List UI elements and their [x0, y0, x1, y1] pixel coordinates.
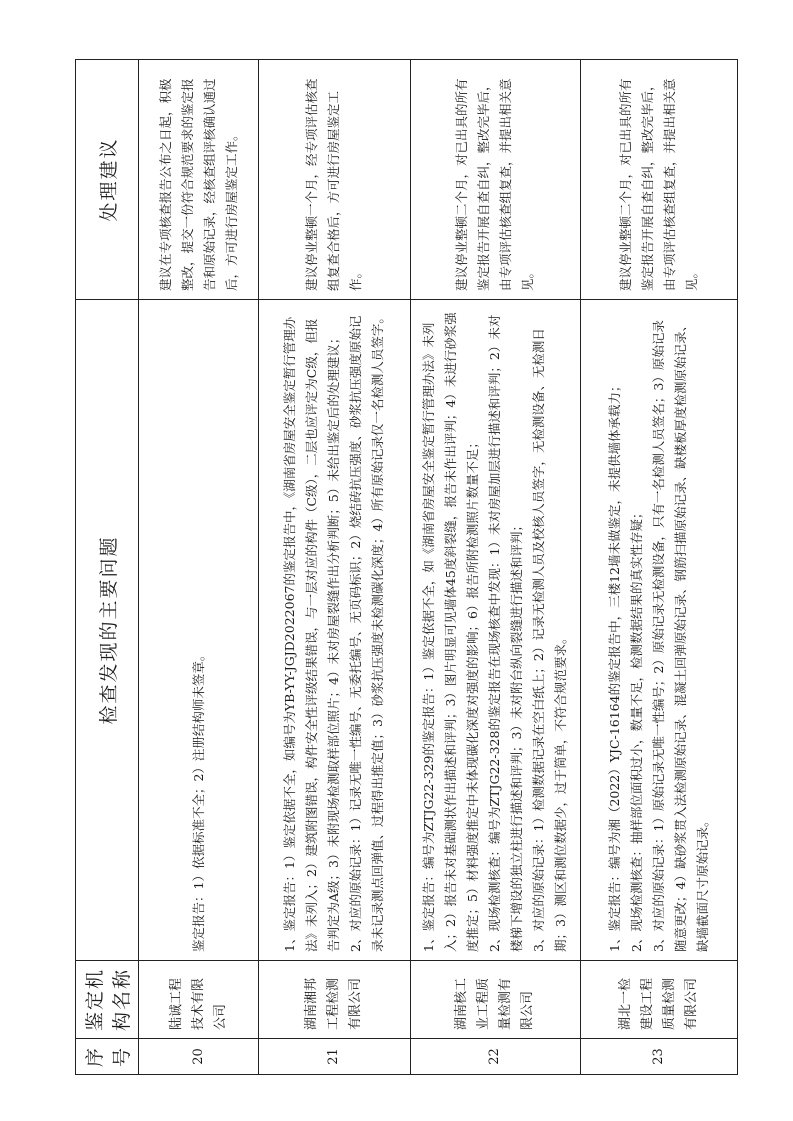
row-organization: 湖南湘邦工程检测有限公司 — [259, 961, 411, 1039]
inspection-table — [75, 59, 738, 1075]
row-advice: 建议停业整顿二个月，对已出具的所有鉴定报告开展自查自纠，整改完毕后，由专项评估核查组复查，并提出相关意见。 — [581, 60, 738, 300]
problem-item: 1、鉴定报告：1）鉴定依据不全，如编号为YB-YY-JGJD2022067的鉴定报告中，《湖南省房屋安全鉴定暂行管理办法》未列入；2）建筑附图错误，构件安全性评级结果错误，与一层对应的构件（C级），二层也应评定为C级，但报告判定为A级；3）未附现场检测取样部位照片；4）未对房屋裂缝作出分析判断；5）未给出鉴定后的处理建议； — [282, 316, 342, 952]
header-problems: 检查发现的主要问题 — [76, 300, 139, 961]
table-row — [581, 60, 738, 1075]
row-organization: 湖北一检建设工程质量检测有限公司 — [581, 961, 738, 1039]
problem-item: 2、现场检测核查：抽样部位面积过小，数量不足，检测数据结果的真实性存疑； — [629, 506, 645, 952]
header-organization: 鉴定机构名称 — [76, 961, 139, 1039]
table-row — [410, 60, 580, 1075]
row-problems — [259, 300, 411, 961]
problem-item: 1、鉴定报告：编号为湘（2022）YJC-16164的鉴定报告中，三楼12墙未做鉴定，未提供墙体承载力； — [607, 379, 623, 952]
problem-item: 鉴定报告：1）依据标准不全；2）注册结构师未签章。 — [190, 648, 206, 952]
row-advice: 建议停业整顿一个月，经专项评估核查组复查合格后，方可进行房屋鉴定工作。 — [259, 60, 411, 300]
row-serial-no: 22 — [410, 1039, 580, 1075]
problem-item: 3、对应的原始记录：1）原始记录无唯一性编号；2）原始记录无检测设备，只有一名检测人员签名；3）原始记录随意更改；4）缺砂浆贯入法检测原始记录、混凝土回弹原始记录、钢筋扫描原始记录、缺楼板厚度检测原始记录、缺墙截面尺寸原始记录。 — [651, 319, 711, 952]
row-organization: 湖南核工业工程质量检测有限公司 — [410, 961, 580, 1039]
row-advice: 建议在专项核查报告公布之日起，积极整改，提交一份符合规范要求的鉴定报告和原始记录，经核查组评核确认通过后，方可进行房屋鉴定工作。 — [139, 60, 259, 300]
table-header-row — [76, 60, 139, 1075]
problem-item: 1、鉴定报告：编号为ZTJG22-329的鉴定报告：1）鉴定依据不全，如《湖南省房屋安全鉴定暂行管理办法》未列入；2）报告未对基础测状作出描述和评判；3）图片明显可见墙体45度斜裂缝，报告未作出评判；4）未进行砂浆强度推定；5）材料强度推定中未体现碳化深度对强度的影响；6）报告所附检测照片数量不足； — [421, 312, 481, 952]
problem-item: 3、对应的原始记录：1）检测数据记录在空白纸上；2）记录无检测人员及校核人员签字，无检测设备、无检测日期；3）测区和测位数据少，过于简单，不符合规范要求。 — [531, 328, 569, 952]
table-row — [139, 60, 259, 1075]
header-serial-no: 序号 — [76, 1039, 139, 1075]
problem-item: 2、现场检测核查：编号为ZTJG22-328的鉴定报告在现场核查中发现：1）未对房屋加层进行描述和评判；2）未对楼梯下增设的独立柱进行描述和评判；3）未对附台纵向裂缝进行描述和评判； — [487, 314, 525, 952]
document-sheet — [75, 60, 738, 1075]
row-advice: 建议停业整顿二个月，对已出具的所有鉴定报告开展自查自纠，整改完毕后，由专项评估核查组复查，并提出相关意见。 — [410, 60, 580, 300]
header-advice: 处理建议 — [76, 60, 139, 300]
row-problems — [139, 300, 259, 961]
row-problems — [410, 300, 580, 961]
problem-item: 2、对应的原始记录：1）记录无唯一性编号、无委托编号、无页码标识；2）烧结砖抗压强度、砂浆抗压强度原始记录未记录测点回弹值、过程得出推定值；3）砂浆抗压强度未检测碳化深度；4）所有原始记录仅一名检测人员签字。 — [348, 311, 386, 952]
row-organization: 陆诚工程技术有限公司 — [139, 961, 259, 1039]
row-problems — [581, 300, 738, 961]
row-serial-no: 23 — [581, 1039, 738, 1075]
row-serial-no: 20 — [139, 1039, 259, 1075]
table-row — [259, 60, 411, 1075]
row-serial-no: 21 — [259, 1039, 411, 1075]
